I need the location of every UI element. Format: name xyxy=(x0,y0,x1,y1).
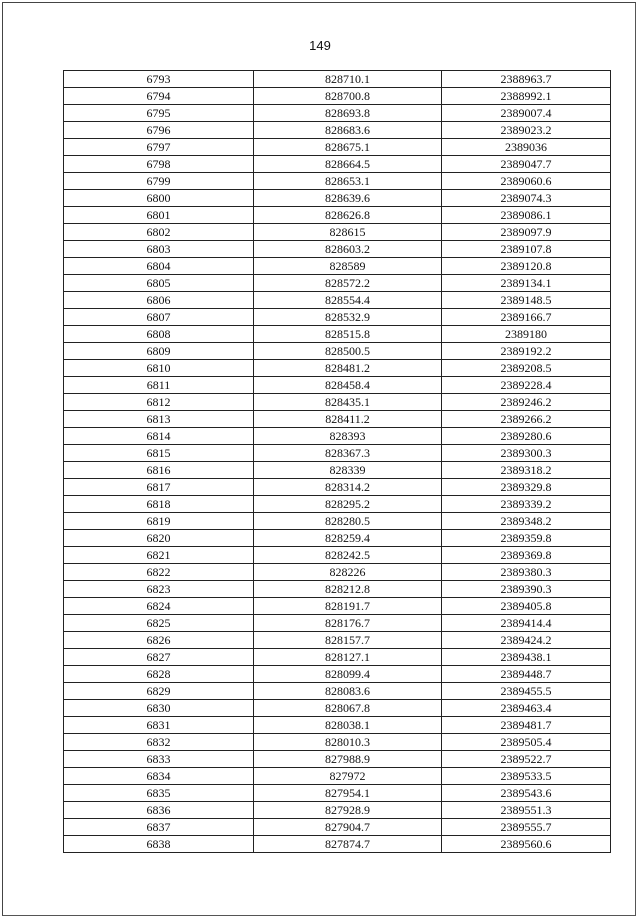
x-coordinate-cell: 827928.9 xyxy=(254,802,442,819)
x-coordinate-cell: 828176.7 xyxy=(254,615,442,632)
x-coordinate-cell: 827904.7 xyxy=(254,819,442,836)
y-coordinate-cell: 2389390.3 xyxy=(442,581,611,598)
table-row xyxy=(64,700,611,717)
table-row xyxy=(64,343,611,360)
x-coordinate-cell: 828589 xyxy=(254,258,442,275)
x-coordinate-cell: 827874.7 xyxy=(254,836,442,853)
y-coordinate-cell: 2389023.2 xyxy=(442,122,611,139)
point-id-cell: 6801 xyxy=(64,207,254,224)
point-id-cell: 6821 xyxy=(64,547,254,564)
point-id-cell: 6811 xyxy=(64,377,254,394)
y-coordinate-cell: 2389074.3 xyxy=(442,190,611,207)
y-coordinate-cell: 2389380.3 xyxy=(442,564,611,581)
x-coordinate-cell: 828099.4 xyxy=(254,666,442,683)
y-coordinate-cell: 2389107.8 xyxy=(442,241,611,258)
table-row xyxy=(64,768,611,785)
x-coordinate-cell: 827954.1 xyxy=(254,785,442,802)
coordinate-table xyxy=(63,70,611,853)
table-row xyxy=(64,564,611,581)
x-coordinate-cell: 828280.5 xyxy=(254,513,442,530)
point-id-cell: 6836 xyxy=(64,802,254,819)
y-coordinate-cell: 2389300.3 xyxy=(442,445,611,462)
x-coordinate-cell: 828710.1 xyxy=(254,71,442,88)
y-coordinate-cell: 2389448.7 xyxy=(442,666,611,683)
y-coordinate-cell: 2389339.2 xyxy=(442,496,611,513)
y-coordinate-cell: 2389280.6 xyxy=(442,428,611,445)
table-row xyxy=(64,479,611,496)
table-row xyxy=(64,394,611,411)
x-coordinate-cell: 828295.2 xyxy=(254,496,442,513)
table-row xyxy=(64,428,611,445)
table-row xyxy=(64,462,611,479)
table-row xyxy=(64,105,611,122)
y-coordinate-cell: 2389481.7 xyxy=(442,717,611,734)
y-coordinate-cell: 2389120.8 xyxy=(442,258,611,275)
table-row xyxy=(64,717,611,734)
table-row xyxy=(64,173,611,190)
point-id-cell: 6826 xyxy=(64,632,254,649)
table-row xyxy=(64,275,611,292)
table-row xyxy=(64,632,611,649)
x-coordinate-cell: 828554.4 xyxy=(254,292,442,309)
table-row xyxy=(64,785,611,802)
table-row xyxy=(64,377,611,394)
point-id-cell: 6837 xyxy=(64,819,254,836)
point-id-cell: 6807 xyxy=(64,309,254,326)
y-coordinate-cell: 2389522.7 xyxy=(442,751,611,768)
x-coordinate-cell: 828626.8 xyxy=(254,207,442,224)
x-coordinate-cell: 828515.8 xyxy=(254,326,442,343)
point-id-cell: 6796 xyxy=(64,122,254,139)
x-coordinate-cell: 827972 xyxy=(254,768,442,785)
y-coordinate-cell: 2389533.5 xyxy=(442,768,611,785)
table-row xyxy=(64,802,611,819)
point-id-cell: 6802 xyxy=(64,224,254,241)
x-coordinate-cell: 828572.2 xyxy=(254,275,442,292)
point-id-cell: 6797 xyxy=(64,139,254,156)
page-number: 149 xyxy=(309,38,331,53)
x-coordinate-cell: 828664.5 xyxy=(254,156,442,173)
table-row xyxy=(64,326,611,343)
x-coordinate-cell: 828038.1 xyxy=(254,717,442,734)
table-row xyxy=(64,615,611,632)
point-id-cell: 6815 xyxy=(64,445,254,462)
table-row xyxy=(64,445,611,462)
table-row xyxy=(64,224,611,241)
point-id-cell: 6817 xyxy=(64,479,254,496)
y-coordinate-cell: 2389555.7 xyxy=(442,819,611,836)
table-row xyxy=(64,122,611,139)
point-id-cell: 6838 xyxy=(64,836,254,853)
table-row xyxy=(64,88,611,105)
x-coordinate-cell: 828157.7 xyxy=(254,632,442,649)
y-coordinate-cell: 2389329.8 xyxy=(442,479,611,496)
x-coordinate-cell: 828411.2 xyxy=(254,411,442,428)
x-coordinate-cell: 828700.8 xyxy=(254,88,442,105)
point-id-cell: 6795 xyxy=(64,105,254,122)
point-id-cell: 6799 xyxy=(64,173,254,190)
table-row xyxy=(64,309,611,326)
y-coordinate-cell: 2388963.7 xyxy=(442,71,611,88)
x-coordinate-cell: 828314.2 xyxy=(254,479,442,496)
table-row xyxy=(64,156,611,173)
x-coordinate-cell: 828212.8 xyxy=(254,581,442,598)
y-coordinate-cell: 2389246.2 xyxy=(442,394,611,411)
point-id-cell: 6830 xyxy=(64,700,254,717)
y-coordinate-cell: 2389543.6 xyxy=(442,785,611,802)
x-coordinate-cell: 828683.6 xyxy=(254,122,442,139)
y-coordinate-cell: 2389455.5 xyxy=(442,683,611,700)
point-id-cell: 6810 xyxy=(64,360,254,377)
table-row xyxy=(64,649,611,666)
point-id-cell: 6820 xyxy=(64,530,254,547)
x-coordinate-cell: 828083.6 xyxy=(254,683,442,700)
y-coordinate-cell: 2389505.4 xyxy=(442,734,611,751)
x-coordinate-cell: 828639.6 xyxy=(254,190,442,207)
y-coordinate-cell: 2389463.4 xyxy=(442,700,611,717)
x-coordinate-cell: 828367.3 xyxy=(254,445,442,462)
y-coordinate-cell: 2389228.4 xyxy=(442,377,611,394)
y-coordinate-cell: 2389166.7 xyxy=(442,309,611,326)
table-row xyxy=(64,547,611,564)
y-coordinate-cell: 2389007.4 xyxy=(442,105,611,122)
y-coordinate-cell: 2389060.6 xyxy=(442,173,611,190)
table-row xyxy=(64,258,611,275)
y-coordinate-cell: 2389551.3 xyxy=(442,802,611,819)
point-id-cell: 6834 xyxy=(64,768,254,785)
y-coordinate-cell: 2389036 xyxy=(442,139,611,156)
point-id-cell: 6804 xyxy=(64,258,254,275)
x-coordinate-cell: 828067.8 xyxy=(254,700,442,717)
point-id-cell: 6835 xyxy=(64,785,254,802)
point-id-cell: 6805 xyxy=(64,275,254,292)
table-row xyxy=(64,71,611,88)
y-coordinate-cell: 2389424.2 xyxy=(442,632,611,649)
point-id-cell: 6833 xyxy=(64,751,254,768)
x-coordinate-cell: 828458.4 xyxy=(254,377,442,394)
point-id-cell: 6825 xyxy=(64,615,254,632)
x-coordinate-cell: 828615 xyxy=(254,224,442,241)
table-row xyxy=(64,581,611,598)
table-row xyxy=(64,139,611,156)
point-id-cell: 6831 xyxy=(64,717,254,734)
x-coordinate-cell: 828242.5 xyxy=(254,547,442,564)
table-row xyxy=(64,411,611,428)
x-coordinate-cell: 828226 xyxy=(254,564,442,581)
y-coordinate-cell: 2389097.9 xyxy=(442,224,611,241)
point-id-cell: 6827 xyxy=(64,649,254,666)
point-id-cell: 6798 xyxy=(64,156,254,173)
table-row xyxy=(64,666,611,683)
y-coordinate-cell: 2389192.2 xyxy=(442,343,611,360)
x-coordinate-cell: 828653.1 xyxy=(254,173,442,190)
table-row xyxy=(64,598,611,615)
table-body xyxy=(64,71,611,853)
table-row xyxy=(64,190,611,207)
x-coordinate-cell: 827988.9 xyxy=(254,751,442,768)
y-coordinate-cell: 2389086.1 xyxy=(442,207,611,224)
point-id-cell: 6803 xyxy=(64,241,254,258)
point-id-cell: 6818 xyxy=(64,496,254,513)
point-id-cell: 6812 xyxy=(64,394,254,411)
point-id-cell: 6828 xyxy=(64,666,254,683)
table-row xyxy=(64,292,611,309)
point-id-cell: 6814 xyxy=(64,428,254,445)
x-coordinate-cell: 828500.5 xyxy=(254,343,442,360)
x-coordinate-cell: 828435.1 xyxy=(254,394,442,411)
point-id-cell: 6824 xyxy=(64,598,254,615)
y-coordinate-cell: 2389438.1 xyxy=(442,649,611,666)
point-id-cell: 6800 xyxy=(64,190,254,207)
table-row xyxy=(64,819,611,836)
table-row xyxy=(64,836,611,853)
point-id-cell: 6794 xyxy=(64,88,254,105)
y-coordinate-cell: 2389359.8 xyxy=(442,530,611,547)
y-coordinate-cell: 2389414.4 xyxy=(442,615,611,632)
table-row xyxy=(64,734,611,751)
table-row xyxy=(64,530,611,547)
y-coordinate-cell: 2389134.1 xyxy=(442,275,611,292)
point-id-cell: 6809 xyxy=(64,343,254,360)
table-row xyxy=(64,207,611,224)
point-id-cell: 6829 xyxy=(64,683,254,700)
table-row xyxy=(64,513,611,530)
x-coordinate-cell: 828259.4 xyxy=(254,530,442,547)
x-coordinate-cell: 828393 xyxy=(254,428,442,445)
point-id-cell: 6823 xyxy=(64,581,254,598)
y-coordinate-cell: 2389318.2 xyxy=(442,462,611,479)
y-coordinate-cell: 2389369.8 xyxy=(442,547,611,564)
y-coordinate-cell: 2389047.7 xyxy=(442,156,611,173)
table-row xyxy=(64,751,611,768)
table-row xyxy=(64,496,611,513)
table-row xyxy=(64,241,611,258)
point-id-cell: 6793 xyxy=(64,71,254,88)
x-coordinate-cell: 828127.1 xyxy=(254,649,442,666)
x-coordinate-cell: 828339 xyxy=(254,462,442,479)
point-id-cell: 6806 xyxy=(64,292,254,309)
y-coordinate-cell: 2389266.2 xyxy=(442,411,611,428)
x-coordinate-cell: 828693.8 xyxy=(254,105,442,122)
point-id-cell: 6813 xyxy=(64,411,254,428)
y-coordinate-cell: 2389405.8 xyxy=(442,598,611,615)
table-row xyxy=(64,683,611,700)
x-coordinate-cell: 828010.3 xyxy=(254,734,442,751)
y-coordinate-cell: 2389560.6 xyxy=(442,836,611,853)
y-coordinate-cell: 2389148.5 xyxy=(442,292,611,309)
x-coordinate-cell: 828532.9 xyxy=(254,309,442,326)
point-id-cell: 6816 xyxy=(64,462,254,479)
y-coordinate-cell: 2388992.1 xyxy=(442,88,611,105)
y-coordinate-cell: 2389208.5 xyxy=(442,360,611,377)
point-id-cell: 6808 xyxy=(64,326,254,343)
x-coordinate-cell: 828191.7 xyxy=(254,598,442,615)
x-coordinate-cell: 828481.2 xyxy=(254,360,442,377)
point-id-cell: 6832 xyxy=(64,734,254,751)
table-row xyxy=(64,360,611,377)
point-id-cell: 6819 xyxy=(64,513,254,530)
x-coordinate-cell: 828675.1 xyxy=(254,139,442,156)
y-coordinate-cell: 2389180 xyxy=(442,326,611,343)
x-coordinate-cell: 828603.2 xyxy=(254,241,442,258)
point-id-cell: 6822 xyxy=(64,564,254,581)
y-coordinate-cell: 2389348.2 xyxy=(442,513,611,530)
